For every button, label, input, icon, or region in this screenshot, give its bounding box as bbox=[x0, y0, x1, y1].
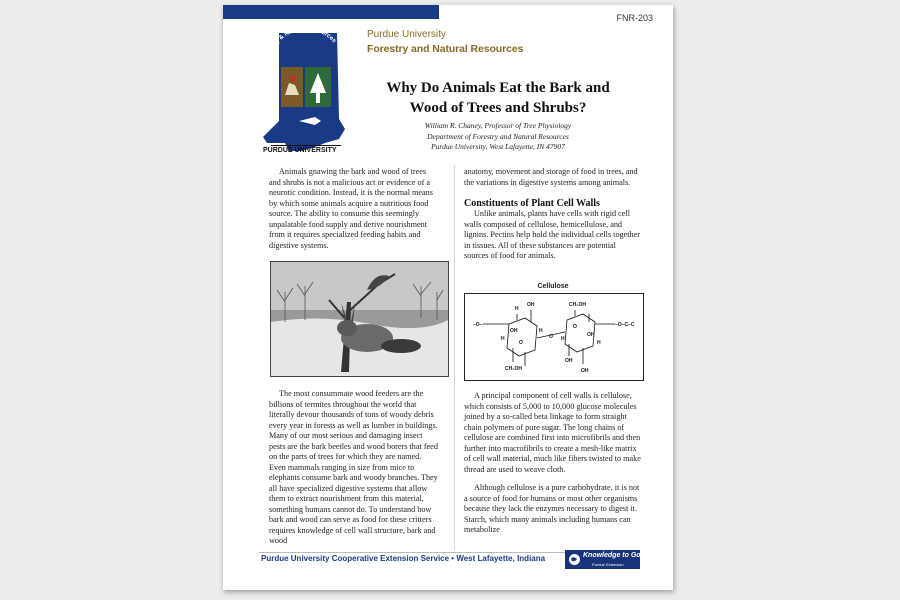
right-column-body bbox=[464, 391, 642, 536]
badge-subtitle: Purdue Extension bbox=[592, 562, 624, 567]
paragraph: Animals gnawing the bark and wood of trees and shrubs is not a malicious act or evidence of a neurotic condition. Instead, it is the normal means by which some animals acquire a nutritious food source. The ability to consume this seemingly unpalatable food supply and derive nourishment from it requires specialized feeding habits and digestive systems. bbox=[269, 167, 433, 250]
svg-text:CH₂OH: CH₂OH bbox=[505, 366, 522, 372]
department-name: Forestry and Natural Resources bbox=[367, 43, 524, 55]
title-line-1: Why Do Animals Eat the Bark and bbox=[386, 80, 610, 96]
left-column-body bbox=[269, 389, 439, 547]
logo-caption-rule bbox=[271, 145, 341, 146]
author-block bbox=[353, 121, 643, 153]
globe-icon bbox=[568, 553, 581, 566]
svg-text:O: O bbox=[519, 340, 523, 346]
svg-text:OH: OH bbox=[510, 328, 518, 334]
column-divider bbox=[454, 165, 455, 550]
forestry-logo bbox=[259, 25, 351, 157]
footer-text: Purdue University Cooperative Extension Service • West Lafayette, Indiana bbox=[261, 554, 546, 563]
right-column-top bbox=[464, 167, 642, 262]
svg-text:CH₂OH: CH₂OH bbox=[569, 302, 586, 308]
svg-text:OH: OH bbox=[527, 302, 535, 308]
svg-text:H: H bbox=[539, 328, 543, 334]
diagram-title: Cellulose bbox=[537, 283, 569, 290]
paragraph: A principal component of cell walls is cellulose, which consists of 5,000 to 10,000 glucose molecules joined by a so-called beta linkage to form straight chain polymers of pure sugar. The long chains of cellulose are combined first into microfibrils and then further into macrofibrils to create a mesh-like matrix of cell wall material, much like fibers twisted to make thread are used to weave cloth. bbox=[464, 391, 641, 474]
svg-text:O: O bbox=[573, 324, 577, 330]
logo-caption: PURDUE UNIVERSITY bbox=[263, 147, 337, 154]
document-title bbox=[353, 78, 643, 118]
left-column-intro bbox=[269, 167, 439, 251]
cellulose-structure-diagram bbox=[464, 293, 644, 381]
title-line-2: Wood of Trees and Shrubs? bbox=[409, 100, 587, 116]
university-name: Purdue University bbox=[367, 29, 446, 40]
rabbit-gnawing-tree-photo bbox=[270, 261, 449, 377]
document-id: FNR-203 bbox=[616, 13, 653, 23]
paragraph: Unlike animals, plants have cells with rigid cell walls composed of cellulose, hemicellulose, and lignins. Pectins help hold the individual cells together in tissues. All of these substances are potential sources of food for animals. bbox=[464, 209, 641, 260]
svg-text:–O–: –O– bbox=[473, 322, 483, 328]
paragraph: anatomy, movement and storage of food in trees, and the variations in digestive systems among animals. bbox=[464, 167, 638, 187]
logo-dot bbox=[290, 76, 296, 82]
svg-text:–O–C–C: –O–C–C bbox=[615, 322, 635, 328]
paragraph: Although cellulose is a pure carbohydrate, it is not a source of food for humans or most other organisms because they lack the enzymes necessary to digest it. Starch, which many animals including humans can metabolize bbox=[464, 483, 640, 534]
paragraph: The most consummate wood feeders are the billions of termites throughout the world that literally devour thousands of tons of woody debris every year in forests as well as lumber in buildings. Many of our most serious and damaging insect pests are the bark beetles and wood borers that feed on the parts of trees for which they are named. Even mammals ranging in size from mice to elephants consume bark and woody branches. They all have specialized digestive systems that allow them to extract nourishment from this material, something humans cannot do. To understand how bark and wood can serve as food for these critters requires knowledge of cell wall structure, bark and wood bbox=[269, 389, 438, 545]
header-color-bar bbox=[223, 5, 439, 19]
document-page bbox=[223, 5, 673, 590]
svg-text:H: H bbox=[501, 336, 505, 342]
logo-arc-text: Forestry & Natural Resources bbox=[266, 26, 337, 64]
author-line-1: William R. Chaney, Professor of Tree Physiology bbox=[424, 121, 572, 130]
svg-text:H: H bbox=[561, 336, 565, 342]
svg-text:O: O bbox=[549, 334, 553, 340]
knowledge-to-go-badge bbox=[565, 550, 640, 569]
badge-title: Knowledge to Go bbox=[583, 552, 641, 559]
svg-text:H: H bbox=[515, 306, 519, 312]
svg-text:OH: OH bbox=[581, 368, 589, 374]
svg-text:H: H bbox=[597, 340, 601, 346]
author-line-3: Purdue University, West Lafayette, IN 47907 bbox=[431, 142, 565, 151]
svg-text:OH: OH bbox=[587, 332, 595, 338]
svg-text:OH: OH bbox=[565, 358, 573, 364]
section-heading: Constituents of Plant Cell Walls bbox=[464, 198, 600, 209]
author-line-2: Department of Forestry and Natural Resources bbox=[427, 131, 569, 141]
